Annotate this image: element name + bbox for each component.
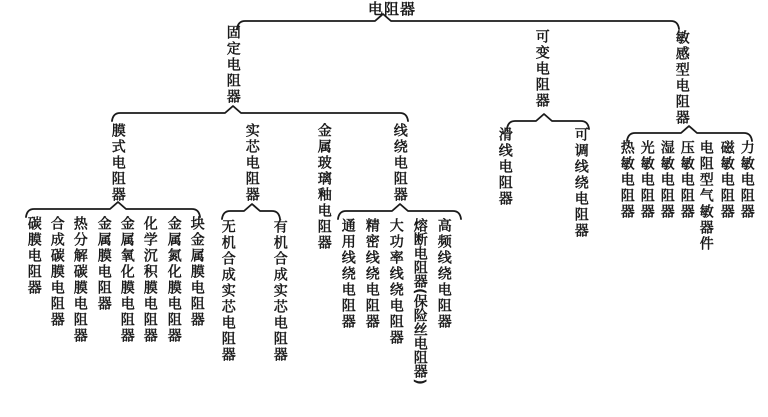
leaf-synthetic-carbon-film: 合成碳膜电阻器 (48, 216, 65, 328)
node-variable-resistor: 可变电阻器 (533, 29, 550, 109)
node-root: 电阻器 (368, 0, 417, 18)
leaf-precision-wirewound: 精密线绕电阻器 (363, 218, 380, 330)
leaf-adjustable-wirewound: 可调线绕电阻器 (572, 127, 589, 239)
leaf-inorganic-solid-core: 无机合成实芯电阻器 (219, 219, 236, 363)
brace-wirewound (338, 204, 461, 219)
brace-root (237, 14, 679, 29)
node-solid-core-resistor: 实芯电阻器 (243, 123, 260, 203)
leaf-slide-wire: 滑线电阻器 (496, 127, 513, 207)
leaf-photoresistor: 光敏电阻器 (638, 140, 655, 220)
leaf-carbon-film: 碳膜电阻器 (25, 216, 42, 296)
leaf-organic-solid-core: 有机合成实芯电阻器 (271, 219, 288, 363)
brace-solid-core (222, 204, 280, 219)
leaf-chemical-deposition-film: 化学沉积膜电阻器 (141, 216, 158, 344)
leaf-thermistor: 热敏电阻器 (618, 140, 635, 220)
node-metal-glass-glaze-resistor: 金属玻璃釉电阻器 (315, 123, 332, 251)
leaf-magnetoresistor: 磁敏电阻器 (718, 140, 735, 220)
leaf-metal-nitride-film: 金属氮化膜电阻器 (165, 216, 182, 344)
node-wirewound-resistor: 线绕电阻器 (391, 123, 408, 203)
brace-fixed (112, 106, 408, 121)
leaf-force-sensitive: 力敏电阻器 (738, 140, 755, 220)
leaf-high-power-wirewound: 大功率线绕电阻器 (387, 218, 404, 346)
leaf-varistor: 压敏电阻器 (678, 140, 695, 220)
brace-film (26, 202, 200, 217)
leaf-humidity-sensitive: 湿敏电阻器 (658, 140, 675, 220)
leaf-fusible-resistor: 熔断电阻器(保险丝电阻器) (411, 218, 428, 385)
leaf-gas-sensitive-device: 电阻型气敏器件 (697, 140, 714, 252)
node-film-resistor: 膜式电阻器 (109, 123, 126, 203)
node-fixed-resistor: 固定电阻器 (224, 25, 241, 105)
brace-sensitive (627, 126, 752, 141)
leaf-pyrolytic-carbon-film: 热分解碳膜电阻器 (71, 216, 88, 344)
leaf-metal-oxide-film: 金属氧化膜电阻器 (118, 216, 135, 344)
leaf-metal-film: 金属膜电阻器 (95, 216, 112, 312)
leaf-bulk-metal-film: 块金属膜电阻器 (188, 216, 205, 328)
node-sensitive-resistor: 敏感型电阻器 (673, 30, 690, 126)
leaf-high-frequency-wirewound: 高频线绕电阻器 (435, 218, 452, 330)
leaf-general-wirewound: 通用线绕电阻器 (339, 218, 356, 330)
